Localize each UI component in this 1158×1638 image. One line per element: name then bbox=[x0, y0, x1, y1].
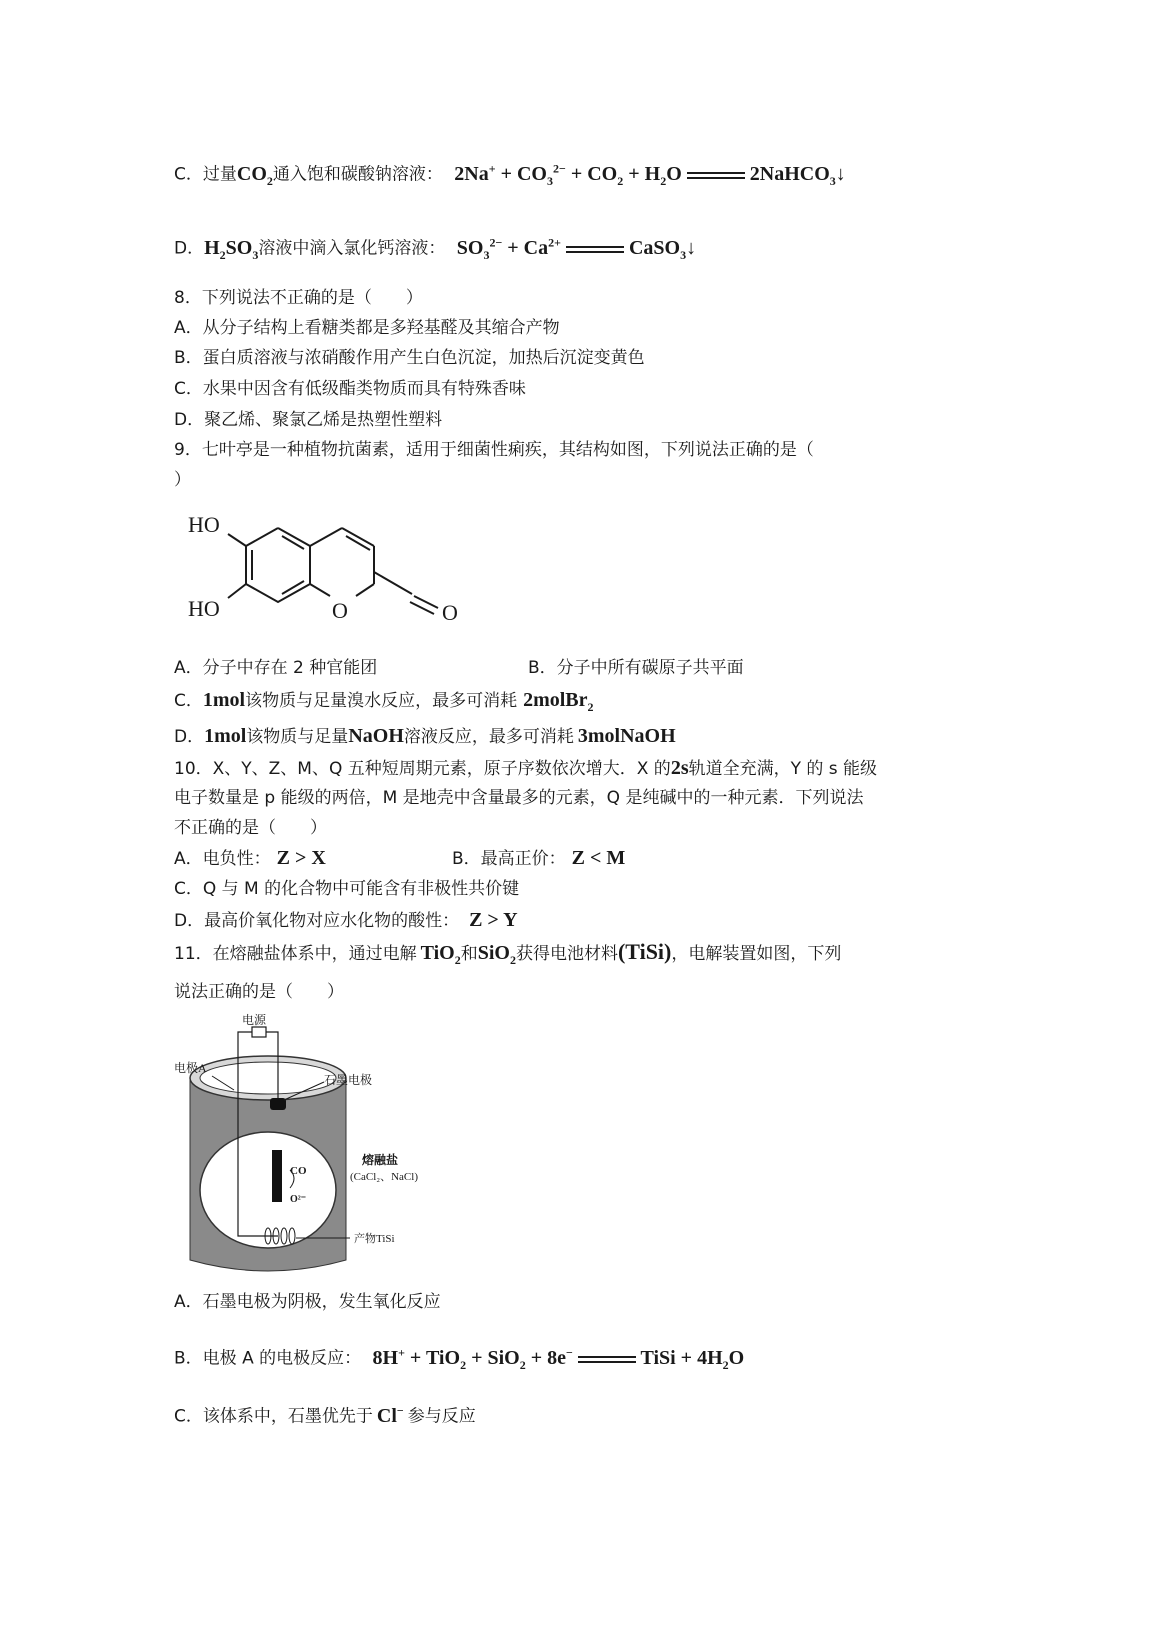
q10-b-label: B．最高正价： bbox=[452, 849, 566, 869]
q11-b-label: B．电极 A 的电极反应： bbox=[174, 1348, 362, 1369]
q11-option-a: A．石墨电极为阴极，发生氧化反应 bbox=[174, 1292, 441, 1312]
electrolysis-diagram bbox=[172, 1012, 452, 1282]
q10-stem-1b: 轨道全充满，Y 的 s 能级 bbox=[688, 759, 878, 779]
q10-a-label: A．电负性： bbox=[174, 849, 271, 869]
q11-stem-2: 说法正确的是（ ） bbox=[174, 982, 344, 1002]
ho-label-bottom: HO bbox=[188, 596, 220, 621]
diagram-electrode-a-label: 电极A bbox=[174, 1061, 207, 1075]
formula-cl-minus: Cl− bbox=[376, 1403, 404, 1427]
q11-c-end: 参与反应 bbox=[407, 1406, 476, 1427]
q10-option-b bbox=[452, 846, 625, 871]
q7-d-text: 溶液中滴入氯化钙溶液： bbox=[258, 238, 446, 259]
q11-option-c bbox=[174, 1398, 476, 1429]
q9-d-naoh: NaOH bbox=[348, 725, 404, 747]
formula-co2: $CO_2$ bbox=[236, 162, 273, 188]
q8-option-c: C．水果中因含有低级酯类物质而具有特殊香味 bbox=[174, 379, 526, 399]
q8-stem: 8．下列说法不正确的是（ ） bbox=[174, 288, 423, 308]
q7-option-c bbox=[174, 156, 846, 193]
q7-c-mid: 通入饱和碳酸钠溶液： bbox=[272, 164, 443, 185]
q7-option-d bbox=[174, 230, 696, 267]
formula-h2so3: $H_2SO_3$ bbox=[204, 236, 259, 262]
q9-option-b: B．分子中所有碳原子共平面 bbox=[528, 658, 744, 678]
q10-option-d bbox=[174, 908, 518, 933]
q10-stem-3: 不正确的是（ ） bbox=[174, 818, 327, 838]
q9-option-d bbox=[174, 724, 676, 749]
q9-option-a: A．分子中存在 2 种官能团 bbox=[174, 658, 378, 678]
q10-d-formula: Z > Y bbox=[469, 909, 518, 931]
equation-d: $SO_3^{2-} + Ca^{2+}$ CaSO$_3$↓ bbox=[456, 235, 697, 262]
q11-stem-1 bbox=[174, 940, 841, 972]
diagram-o2-label: O²⁻ bbox=[290, 1194, 307, 1205]
q10-d-label: D．最高价氧化物对应水化物的酸性： bbox=[174, 911, 460, 931]
q11-stem-1b: 获得电池材料 bbox=[515, 944, 618, 964]
q10-stem-1a: 10．X、Y、Z、M、Q 五种短周期元素，原子序数依次增大．X 的 bbox=[174, 759, 671, 779]
q11-c-label: C．该体系中，石墨优先于 bbox=[174, 1406, 373, 1427]
diagram-product-label: 产物TiSi bbox=[354, 1233, 395, 1245]
q10-option-a bbox=[174, 846, 326, 871]
q7-d-label: D． bbox=[174, 238, 205, 259]
q9-option-c bbox=[174, 688, 594, 719]
q11-tisi: (TiSi) bbox=[617, 939, 672, 964]
q11-stem-1c: ，电解装置如图，下列 bbox=[671, 944, 842, 964]
carbonyl-oxygen-label: O bbox=[442, 600, 458, 625]
ho-label-top: HO bbox=[188, 512, 220, 537]
q10-2s: 2s bbox=[670, 757, 689, 779]
diagram-power-label: 电源 bbox=[242, 1013, 267, 1027]
q9-stem-2: ） bbox=[174, 470, 191, 490]
q10-stem-2: 电子数量是 p 能级的两倍，M 是地壳中含量最多的元素，Q 是纯碱中的一种元素．下列说法 bbox=[174, 788, 864, 808]
q10-stem-1 bbox=[174, 756, 877, 781]
q9-c-label: C． bbox=[174, 691, 203, 711]
q9-options-ab bbox=[174, 656, 377, 680]
q9-d-end: 3molNaOH bbox=[577, 725, 676, 747]
q11-option-b bbox=[174, 1340, 744, 1377]
diagram-co-label: CO bbox=[290, 1165, 307, 1177]
ring-oxygen-label: O bbox=[332, 598, 348, 623]
diagram-molten-salt-label: 熔融盐 bbox=[362, 1153, 399, 1167]
q9-c-end: 2molBr$_2$ bbox=[523, 689, 594, 714]
q10-b-formula: Z < M bbox=[571, 847, 626, 869]
q10-option-c: C．Q 与 M 的化合物中可能含有非极性共价键 bbox=[174, 879, 520, 899]
diagram-molten-salt-comp: (CaCl₂、NaCl) bbox=[350, 1171, 418, 1183]
q7-c-label: C． bbox=[174, 164, 203, 185]
q9-d-mid2: 溶液反应，最多可消耗 bbox=[403, 727, 574, 747]
q9-c-1mol: 1mol bbox=[202, 689, 246, 711]
q9-stem-1: 9．七叶亭是一种植物抗菌素，适用于细菌性痢疾，其结构如图，下列说法正确的是（ bbox=[174, 440, 814, 460]
q9-d-mid: 该物质与足量 bbox=[246, 727, 349, 747]
equation-q11-b: 8H+ + TiO$_2$ + SiO$_2$ + 8e− TiSi + $4H_2O$ bbox=[372, 1345, 745, 1372]
diagram-graphite-label: 石墨电极 bbox=[324, 1073, 373, 1087]
q7-c-text: 过量 bbox=[202, 164, 237, 185]
equation-c: $2Na^+ + CO_3^{2-} + CO_2 + H_2O$ 2NaHCO$_3$↓ bbox=[454, 161, 846, 188]
q10-a-formula: Z > X bbox=[276, 847, 326, 869]
q8-option-d: D．聚乙烯、聚氯乙烯是热塑性塑料 bbox=[174, 410, 443, 430]
q9-c-mid: 该物质与足量溴水反应，最多可消耗 bbox=[245, 691, 518, 711]
q9-d-label: D． bbox=[174, 727, 205, 747]
q11-stem-1a: 11．在熔融盐体系中，通过电解 bbox=[174, 944, 417, 964]
q8-option-b: B．蛋白质溶液与浓硝酸作用产生白色沉淀，加热后沉淀变黄色 bbox=[174, 348, 645, 368]
formula-tio2: TiO$_2$ bbox=[420, 942, 461, 967]
q9-d-1mol: 1mol bbox=[204, 725, 247, 747]
formula-sio2: SiO$_2$ bbox=[477, 942, 516, 967]
q8-option-a: A．从分子结构上看糖类都是多羟基醛及其缩合产物 bbox=[174, 318, 560, 338]
esculetin-structure bbox=[180, 498, 480, 638]
q11-and: 和 bbox=[460, 944, 478, 964]
